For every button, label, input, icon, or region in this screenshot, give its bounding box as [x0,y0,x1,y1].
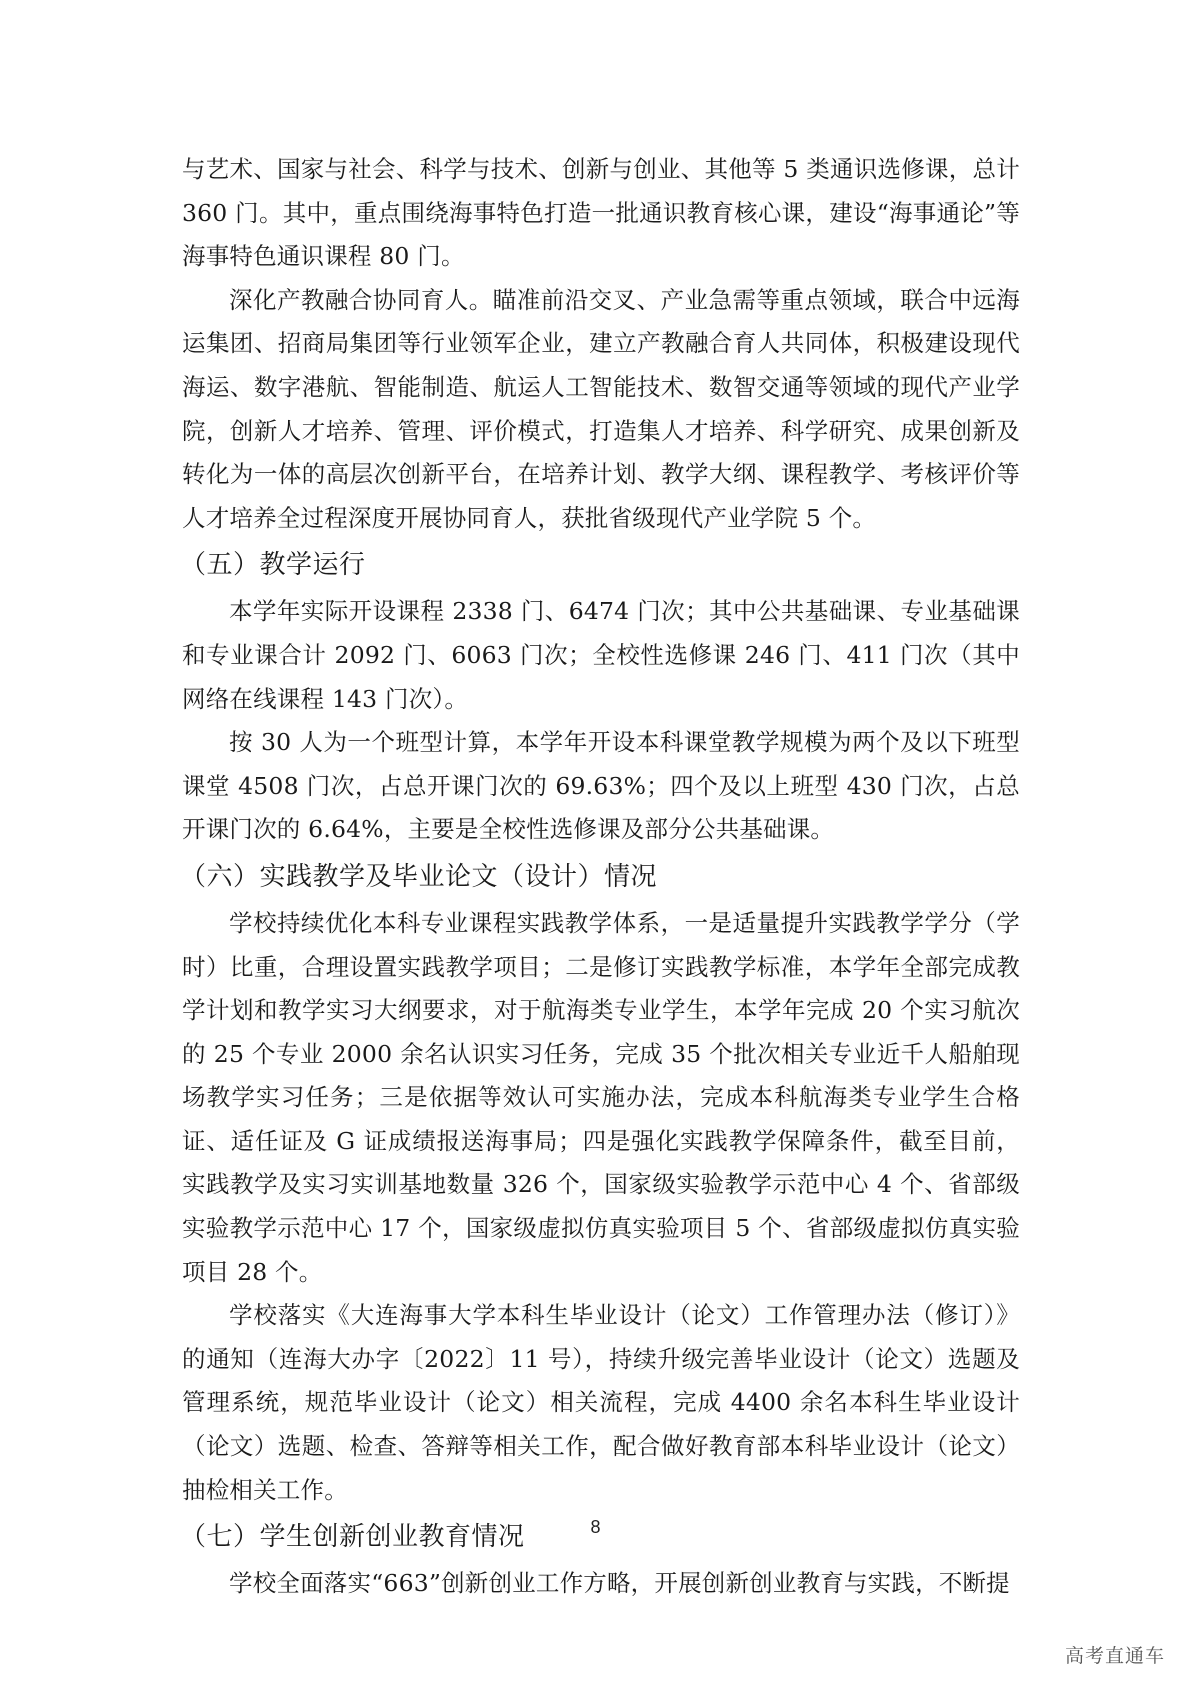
paragraph-class-size: 按 30 人为一个班型计算，本学年开设本科课堂教学规模为两个及以下班型课堂 4508 门次，占总开课门次的 69.63%；四个及以上班型 430 门次，占总开课门次的 6.64%，主要是全校性选修课及部分公共基础课。 [182,728,1020,844]
section-heading-practice-teaching: （六）实践教学及毕业论文（设计）情况 [180,861,658,892]
paragraph-industry-education-integration: 深化产教融合协同育人。瞄准前沿交叉、产业急需等重点领域，联合中远海运集团、招商局集团等行业领军企业，建立产教融合育人共同体，积极建设现代海运、数字港航、智能制造、航运人工智能技术、数智交通等领域的现代产业学院，创新人才培养、管理、评价模式，打造集人才培养、科学研究、成果创新及转化为一体的高层次创新平台，在培养计划、教学大纲、课程教学、考核评价等人才培养全过程深度开展协同育人，获批省级现代产业学院 5 个。 [182,285,1020,532]
paragraph-courses-offered: 本学年实际开设课程 2338 门、6474 门次；其中公共基础课、专业基础课和专业课合计 2092 门、6063 门次；全校性选修课 246 门、411 门次（其中网络在线课程 143 门次）。 [182,597,1020,713]
page-body [182,148,1020,1606]
paragraph-graduation-thesis: 学校落实《大连海事大学本科生毕业设计（论文）工作管理办法（修订）》的通知（连海大办字〔2022〕11 号），持续升级完善毕业设计（论文）选题及管理系统，规范毕业设计（论文）相关流程，完成 4400 余名本科生毕业设计（论文）选题、检查、答辩等相关工作，配合做好教育部本科毕业设计（论文）抽检相关工作。 [182,1301,1020,1504]
paragraph-innovation-strategy: 学校全面落实“663”创新创业工作方略，开展创新创业教育与实践，不断提 [229,1569,1010,1598]
paragraph-practice-system: 学校持续优化本科专业课程实践教学体系，一是适量提升实践教学学分（学时）比重，合理设置实践教学项目；二是修订实践教学标准，本学年全部完成教学计划和教学实习大纲要求，对于航海类专业学生，本学年完成 20 个实习航次的 25 个专业 2000 余名认识实习任务，完成 35 个批次相关专业近千人船舶现场教学实习任务；三是依据等效认可实施办法，完成本科航海类专业学生合格证、适任证及 G 证成绩报送海事局；四是强化实践教学保障条件，截至目前，实践教学及实习实训基地数量 326 个，国家级实验教学示范中心 4 个、省部级实验教学示范中心 17 个，国家级虚拟仿真实验项目 5 个、省部级虚拟仿真实验项目 28 个。 [182,908,1020,1286]
section-heading-innovation-entrepreneurship: （七）学生创新创业教育情况 [180,1522,525,1553]
section-heading-teaching-operation: （五）教学运行 [180,550,366,581]
watermark-text: 高考直通车 [1064,1645,1165,1667]
page-number: 8 [590,1517,601,1537]
paragraph-general-education-continued: 与艺术、国家与社会、科学与技术、创新与创业、其他等 5 类通识选修课，总计 360 门。其中，重点围绕海事特色打造一批通识教育核心课，建设“海事通论”等海事特色通识课程 80 门。 [182,155,1020,271]
